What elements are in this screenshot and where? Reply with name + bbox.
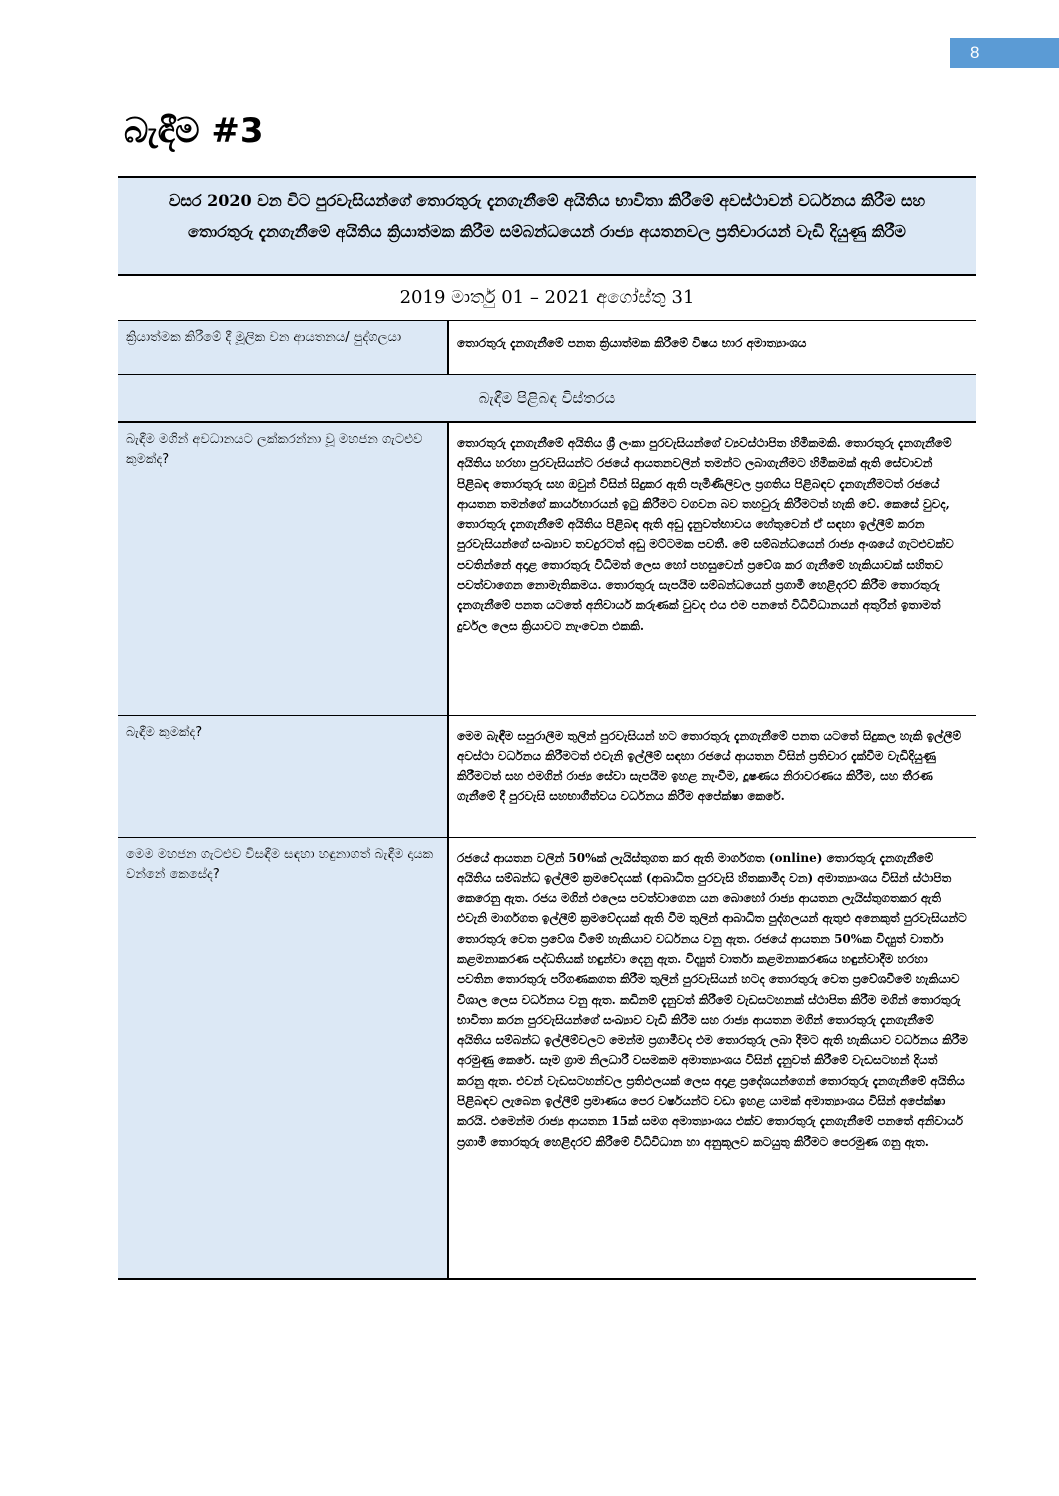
answer-commitment: මෙම බැඳීම සපුරාලීම තුලින් පුරවැසියන් හට තොරතුරු දැනගැනීමේ පනත යටතේ සිදුකල හැකි ඉල්ලීම් අවස්ථා වර්ධනය කිරීමටත් එවැනි ඉල්ලීම් සඳහා රජයේ ආයතන විසින් ප්‍රතිචාර දැක්වීම වැඩිදියුණු කිරීමටත් සහ එමගින් රාජ්‍ය සේවා සැපයීම ඉහළ නැංවීම, දූෂණය නිරාවරණය කිරීම, සහ තීරණ ගැනීමේ දී පුරවැසි සහභාගීත්වය වර්ධනය කිරීම අපේක්ෂා කෙරේ. (448, 715, 976, 837)
commitment-table (118, 176, 976, 1280)
answer-problem: තොරතුරු දැනගැනීමේ අයිතිය ශ්‍රී ලංකා පුරවැසියන්ගේ ව්‍යවස්ථාපිත හිමිකමකි. තොරතුරු දැනගැනීමේ අයිතිය හරහා පුරවැසියන්ට රජයේ ආයතනවලින් තමන්ට ලබාගැනීමට හිමිකමක් ඇති සේවාවන් පිළිබඳ තොරතුරු සහ ඔවුන් විසින් සිදුකර ඇති පැමිණිලිවල ප්‍රගතිය පිළිබඳව දැනගැනීමටත් රජයේ ආයතන තමන්ගේ කාර්යභාරයන් ඉටු කිරීමට වගවන බව තහවුරු කිරීමටත් හැකි වේ. කෙසේ වුවද, තොරතුරු දැනගැනීමේ අයිතිය පිළිබඳ ඇති අඩු දැනුවත්භාවය හේතුවෙන් ඒ සඳහා ඉල්ලීම් කරන පුරවැසියන්ගේ සංඛ්‍යාව තවදුරටත් අඩු මට්ටමක පවතී. මේ සම්බන්ධයෙන් රාජ්‍ය අංශයේ ගැටළුවක්ව පවතින්නේ අදාළ තොරතුරු විධිමත් ලෙස හෝ පහසුවෙන් ප්‍රවේශ කර ගැනීමේ හැකියාවක් සහිතව පවත්වාගෙන නොමැතිකමය. තොරතුරු සැපයීම සම්බන්ධයෙන් ප්‍රගාමී හෙළිදරව් කිරීම තොරතුරු දැනගැනීමේ පනත යටතේ අනිවාර්ය කරුණක් වුවද එය එම පනතේ විධිවිධානයන් අතුරින් ඉතාමත් දුර්වල ලෙස ක්‍රියාවට නැංවෙන එකකි. (448, 422, 976, 715)
lead-agency-value: තොරතුරු දැනගැනීමේ පනත ක්‍රියාත්මක කිරීමේ විෂය භාර අමාත්‍යාංශය (448, 321, 976, 375)
question-contribution: මෙම මහජන ගැටළුව විසඳීම සඳහා හඳුනාගත් බැඳීම දායක වන්නේ කෙසේද? (118, 837, 448, 1279)
page-number: 8 (950, 38, 1059, 68)
commitment-heading: වසර 2020 වන විට පුරවැසියන්ගේ තොරතුරු දැනගැනීමේ අයිතිය භාවිතා කිරීමේ අවස්ථාවන් වර්ධනය කිරීම සහ තොරතුරු දැනගැනීමේ අයිතිය ක්‍රියාත්මක කිරීම සම්බන්ධයෙන් රාජ්‍ය අයතනවල ප්‍රතිචාරයන් වැඩි දියුණු කිරීම (118, 177, 976, 275)
question-problem: බැඳීම මගින් අවධානයට ලක්කරන්නා වූ මහජන ගැටළුව කුමක්ද? (118, 422, 448, 715)
section-title: බැඳීම පිළිබඳ විස්තරය (118, 375, 976, 423)
date-range: 2019 මාර්තු 01 – 2021 අගෝස්තු 31 (118, 275, 976, 321)
lead-agency-label: ක්‍රියාත්මක කිරීමේ දී මූලික වන ආයතනය/ පුද්ගලයා (118, 321, 448, 375)
answer-contribution: රජයේ ආයතන වලින් 50%ක් ලැයිස්තුගත කර ඇති මාර්ගගත (online) තොරතුරු දැනගැනීමේ අයිතිය සම්බන්ධ ඉල්ලීම් ක්‍රමවේදයක් (ආබාධිත පුරවැසි හිතකාමීද වන) අමාත්‍යාංශය විසින් ස්ථාපිත කෙරෙනු ඇත. රජය මගින් එලෙස පවත්වාගෙන යන බොහෝ රාජ්‍ය ආයතන ලැයිස්තුගතකර ඇති එවැනි මාර්ගගත ඉල්ලීම් ක්‍රමවේදයක් ඇති වීම තුලින් ආබාධිත පුද්ගලයන් ඇතුළු අනෙකුත් පුරවැසියන්ට තොරතුරු වෙත ප්‍රවේශ වීමේ හැකියාව වර්ධනය වනු ඇත. රජයේ ආයතන 50%ක විද්‍යුත් වාර්තා කළමනාකරණ පද්ධතියක් හඳුන්වා දෙනු ඇත. විද්‍යුත් වාර්තා කළමනාකරණය හඳුන්වාදීම හරහා පවතින තොරතුරු පරිගණකගත කිරීම තුලින් පුරවැසියන් හටද තොරතුරු වෙත ප්‍රවේශවීමේ හැකියාව විශාල ලෙස වර්ධනය වනු ඇත. කඩිනම් දැනුවත් කිරීමේ වැඩසටහනක් ස්ථාපිත කිරීම මගින් තොරතුරු භාවිතා කරන පුරවැසියන්ගේ සංඛ්‍යාව වැඩි කිරීම සහ රාජ්‍ය ආයතන මගින් තොරතුරු දැනගැනීමේ අයිතිය සම්බන්ධ ඉල්ලීම්වලට මෙන්ම ප්‍රගාමීවද එම තොරතුරු ලබා දීමට ඇති හැකියාව වර්ධනය කිරීම අරමුණු කෙරේ. සෑම ග්‍රාම නිලධාරී වසමකම අමාත්‍යාංශය විසින් දැනුවත් කිරීමේ වැඩසටහන් දියත් කරනු ඇත. එවන් වැඩසටහන්වල ප්‍රතිඵලයක් ලෙස අදාළ ප්‍රදේශයන්ගෙන් තොරතුරු දැනගැනීමේ අයිතිය පිළිබඳව ලැබෙන ඉල්ලීම් ප්‍රමාණය පෙර වර්ෂයන්ට වඩා ඉහළ යාමක් අමාත්‍යාංශය විසින් අපේක්ෂා කරයි. එමෙන්ම රාජ්‍ය ආයතන 15ක් සමග අමාත්‍යාංශය එක්ව තොරතුරු දැනගැනීමේ පනතේ අනිවාර්ය ප්‍රගාමී තොරතුරු හෙළිදරව් කිරීමේ විධිවිධාන හා අනුකූලව කටයුතු කිරීමට පෙරමුණ ගනු ඇත. (448, 837, 976, 1279)
question-commitment: බැඳීම කුමක්ද? (118, 715, 448, 837)
commitment-title: බැඳීම #3 (124, 111, 264, 151)
